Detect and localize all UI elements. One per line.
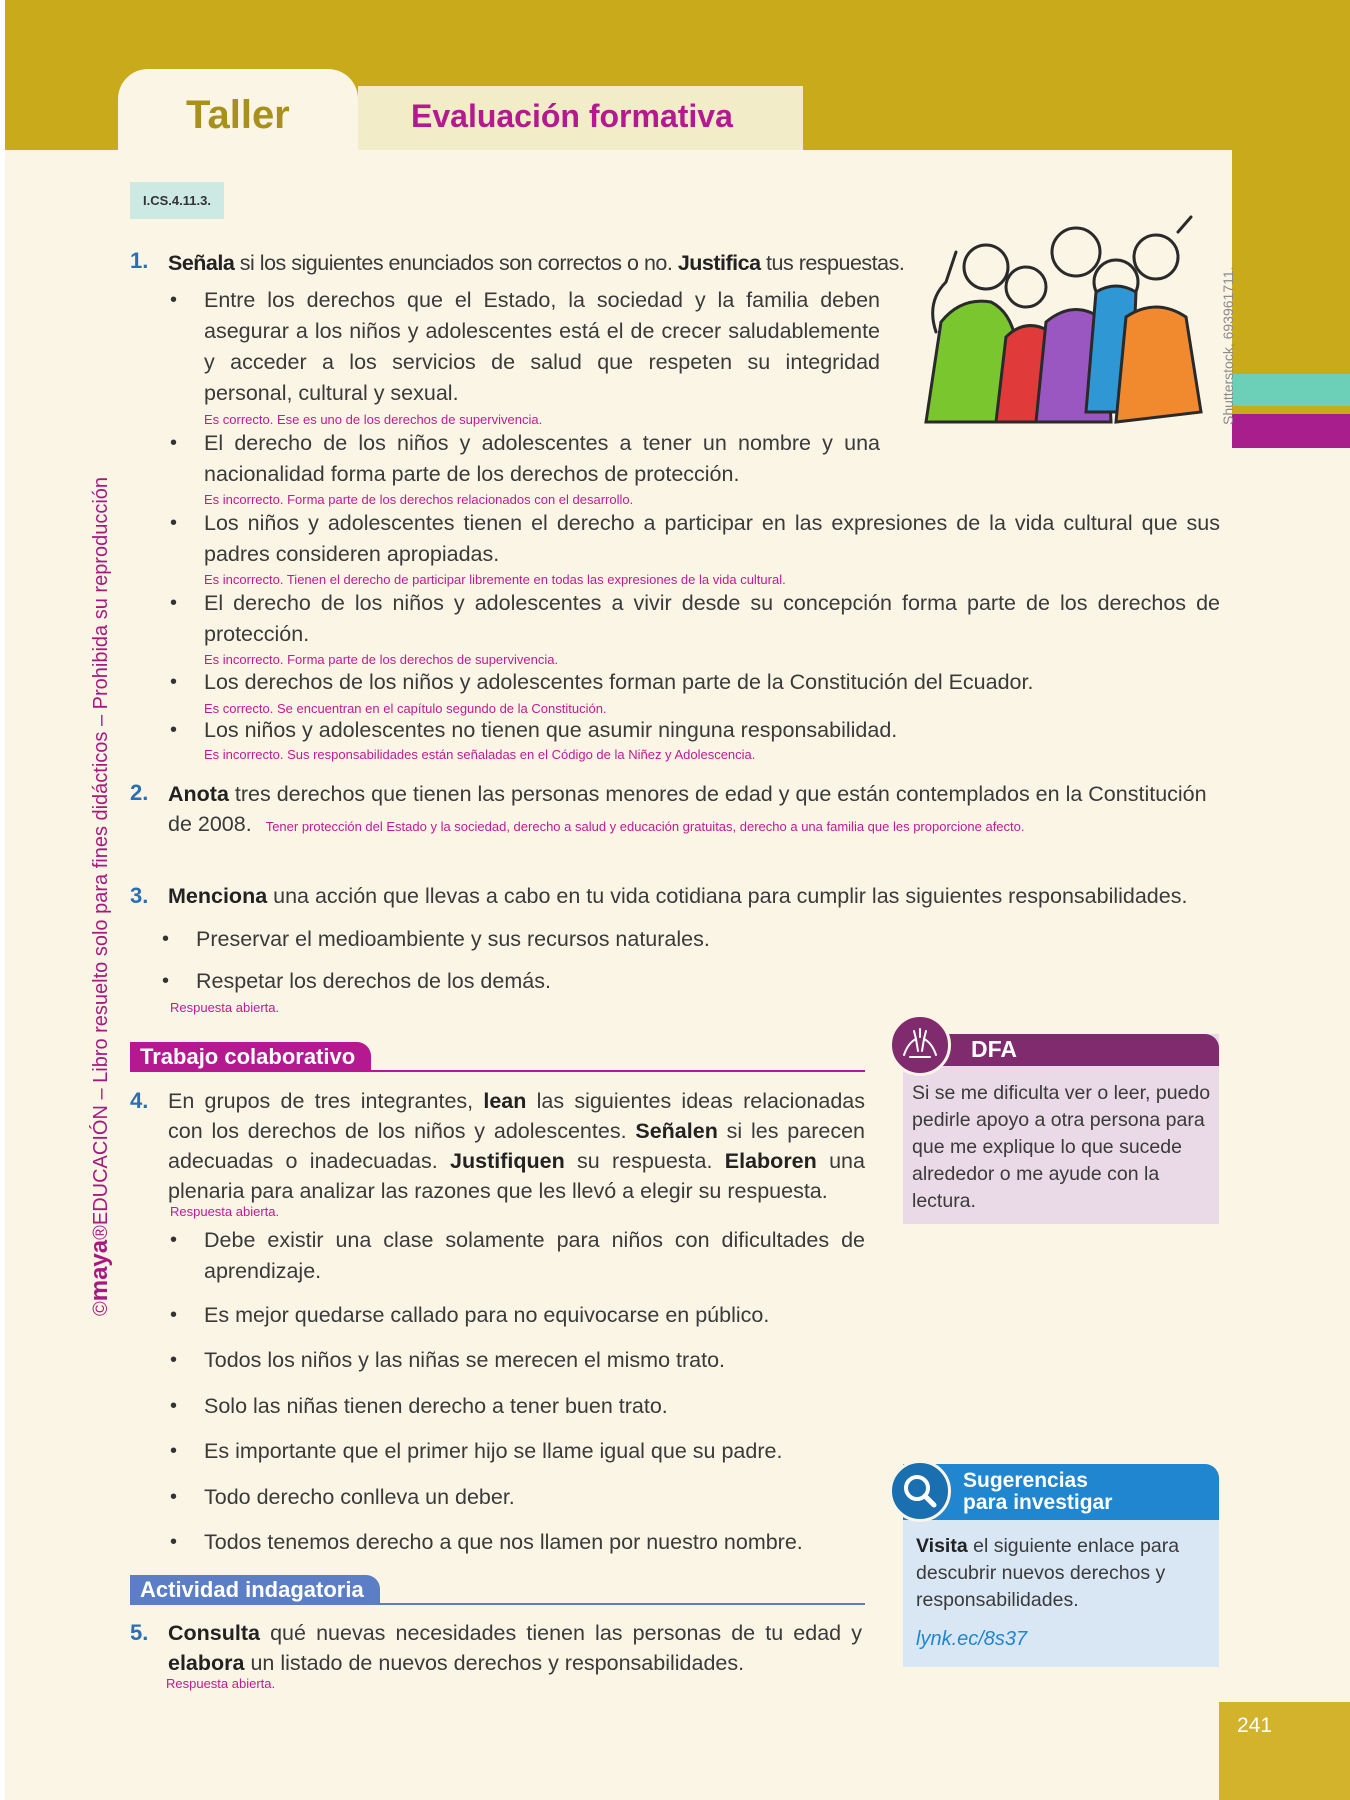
- sugerencias-link[interactable]: lynk.ec/8s37: [916, 1628, 1028, 1650]
- right-teal-stripe: [1232, 374, 1350, 406]
- q5-bold-2: elabora: [168, 1651, 245, 1675]
- q4-item-4: • Solo las niñas tienen derecho a tener buen trato.: [204, 1391, 668, 1422]
- section-trabajo-colaborativo: [130, 1042, 865, 1072]
- tab-evaluacion: [358, 86, 803, 150]
- q1-bold-2: Justifica: [677, 251, 761, 275]
- q1-answer-6: Es incorrecto. Sus responsabilidades están señaladas en el Código de la Niñez y Adolescencia.: [204, 747, 756, 762]
- section-actividad-indagatoria: [130, 1575, 865, 1605]
- q1-text-2: tus respuestas.: [760, 251, 905, 275]
- section-divider: [130, 1070, 865, 1072]
- q4-item-3: • Todos los niños y las niñas se merecen el mismo trato.: [204, 1345, 725, 1376]
- magnifier-icon: [892, 1463, 948, 1519]
- question-5-number: 5.: [130, 1620, 149, 1645]
- q1-item-3: • Los niños y adolescentes tienen el derecho a participar en las expresiones de la vida cultural que sus padres consideren apropiadas.: [204, 508, 1220, 570]
- q4-text-5: una plenaria para analizar las razones que les llevó a elegir su respuesta.: [168, 1149, 865, 1203]
- q3-text: una acción que llevas a cabo en tu vida cotidiana para cumplir las siguientes responsabilidades.: [267, 884, 1188, 908]
- copyright-rest: ®EDUCACIÓN – Libro resuelto solo para fines didácticos – Prohibida su reproducción: [90, 476, 112, 1240]
- q3-item-2: • Respetar los derechos de los demás.: [196, 966, 551, 997]
- section-divider: [130, 1603, 865, 1605]
- sugerencias-title-line-1: Sugerencias: [963, 1469, 1088, 1492]
- q5-bold-1: Consulta: [168, 1621, 260, 1645]
- q5-text-1: qué nuevas necesidades tienen las personas de tu edad y: [259, 1621, 862, 1645]
- q1-item-4: • El derecho de los niños y adolescentes a vivir desde su concepción forma parte de los derechos de protección.: [204, 588, 1220, 650]
- question-1-prompt: [168, 248, 904, 278]
- q1-answer-5: Es correcto. Se encuentran en el capítulo segundo de la Constitución.: [204, 701, 607, 716]
- q4-item-2: • Es mejor quedarse callado para no equivocarse en público.: [204, 1300, 769, 1331]
- q1-item-2: • El derecho de los niños y adolescentes a tener un nombre y una nacionalidad forma parte de los derechos de protección.: [204, 428, 880, 490]
- question-4-number: 4.: [130, 1088, 149, 1113]
- q2-answer: Tener protección del Estado y la sociedad, derecho a salud y educación gratuitas, derecho a una familia que les proporcione afecto.: [265, 819, 1025, 834]
- q4-text-1: En grupos de tres integrantes,: [168, 1089, 484, 1113]
- question-3-number: 3.: [130, 883, 149, 908]
- question-1-number: 1.: [130, 248, 149, 273]
- sugerencias-title: [963, 1470, 1112, 1514]
- q4-text-3: si les parecen adecuadas o inadecuadas.: [168, 1119, 865, 1173]
- page-number-box: [1219, 1702, 1350, 1800]
- right-magenta-stripe: [1232, 414, 1350, 448]
- q1-text-1: si los siguientes enunciados son correctos o no.: [234, 251, 678, 275]
- indicator-code-badge: I.CS.4.11.3.: [130, 182, 224, 219]
- question-2-number: 2.: [130, 780, 149, 805]
- hands-icon: [892, 1017, 948, 1073]
- right-page-margin: [1232, 448, 1350, 1800]
- q4-item-1: • Debe existir una clase solamente para niños con dificultades de aprendizaje.: [204, 1225, 865, 1287]
- q1-answer-2: Es incorrecto. Forma parte de los derechos relacionados con el desarrollo.: [204, 492, 634, 507]
- q4-text-2: las siguientes ideas relacionadas con los derechos de los niños y adolescentes.: [168, 1089, 865, 1143]
- q4-item-5: • Es importante que el primer hijo se llame igual que su padre.: [204, 1436, 782, 1467]
- q3-item-1: • Preservar el medioambiente y sus recursos naturales.: [196, 924, 710, 955]
- sugerencias-body: el siguiente enlace para descubrir nuevos derechos y responsabilidades.: [916, 1535, 1180, 1611]
- q1-item-6: • Los niños y adolescentes no tienen que asumir ninguna responsabilidad.: [204, 715, 1220, 746]
- group-of-teens-illustration: [916, 212, 1206, 427]
- q3-bold: Menciona: [168, 884, 268, 908]
- question-5-prompt: [168, 1618, 862, 1678]
- section-trabajo-colaborativo-label: Trabajo colaborativo: [130, 1042, 371, 1072]
- tab-evaluacion-label: Evaluación formativa: [411, 98, 733, 134]
- q4-answer: Respuesta abierta.: [170, 1204, 280, 1219]
- copyright-side-text: [86, 477, 114, 1316]
- page-number: 241: [1237, 1714, 1273, 1737]
- q4-bold-3: Justifiquen: [450, 1149, 565, 1173]
- q1-item-1: • Entre los derechos que el Estado, la sociedad y la familia deben asegurar a los niños y adolescentes está el de crecer saludablemente y acceder a los servicios de salud que respeten su integridad personal, cultural y sexual.: [204, 285, 880, 409]
- q4-item-7: • Todos tenemos derecho a que nos llamen por nuestro nombre.: [204, 1527, 803, 1558]
- q1-answer-4: Es incorrecto. Forma parte de los derechos de supervivencia.: [204, 652, 559, 667]
- q3-answer: Respuesta abierta.: [170, 1000, 280, 1015]
- photo-credit: Shutterstock, 693961711.: [1220, 266, 1236, 425]
- question-3-prompt: [168, 881, 1220, 911]
- q1-answer-1: Es correcto. Ese es uno de los derechos de supervivencia.: [204, 412, 543, 427]
- q5-text-2: un listado de nuevos derechos y responsabilidades.: [244, 1651, 745, 1675]
- tab-taller: [118, 69, 358, 159]
- sugerencias-text: [916, 1533, 1212, 1614]
- section-actividad-indagatoria-label: Actividad indagatoria: [130, 1575, 380, 1605]
- q2-text: tres derechos que tienen las personas menores de edad y que están contemplados en la Constitución de 2008.: [168, 782, 1207, 836]
- brand-name: maya: [86, 1239, 113, 1302]
- q4-item-6: • Todo derecho conlleva un deber.: [204, 1482, 515, 1513]
- dfa-title: DFA: [971, 1036, 1017, 1062]
- dfa-text: Si se me dificulta ver o leer, puedo pedirle apoyo a otra persona para que me explique lo que sucede alrededor o me ayude con la lectura.: [912, 1082, 1211, 1212]
- q1-bold-1: Señala: [168, 251, 235, 275]
- question-2-prompt: [168, 779, 1220, 839]
- sugerencias-title-line-2: para investigar: [963, 1491, 1113, 1514]
- q4-bold-4: Elaboren: [724, 1149, 817, 1173]
- dfa-icon-circle: [889, 1014, 951, 1076]
- q4-bold-1: lean: [483, 1089, 527, 1113]
- q2-bold: Anota: [168, 782, 229, 806]
- q4-bold-2: Señalen: [635, 1119, 718, 1143]
- q1-answer-3: Es incorrecto. Tienen el derecho de participar libremente en todas las expresiones de la vida cultural.: [204, 572, 786, 587]
- sugerencias-icon-circle: [889, 1460, 951, 1522]
- sugerencias-bold: Visita: [916, 1535, 968, 1557]
- q1-item-5: • Los derechos de los niños y adolescentes forman parte de la Constitución del Ecuador.: [204, 667, 1220, 698]
- question-4-prompt: [168, 1086, 865, 1206]
- q5-answer: Respuesta abierta.: [166, 1676, 276, 1691]
- copyright-symbol: ©: [90, 1301, 112, 1316]
- tab-taller-label: Taller: [186, 93, 290, 137]
- q4-text-4: su respuesta.: [564, 1149, 725, 1173]
